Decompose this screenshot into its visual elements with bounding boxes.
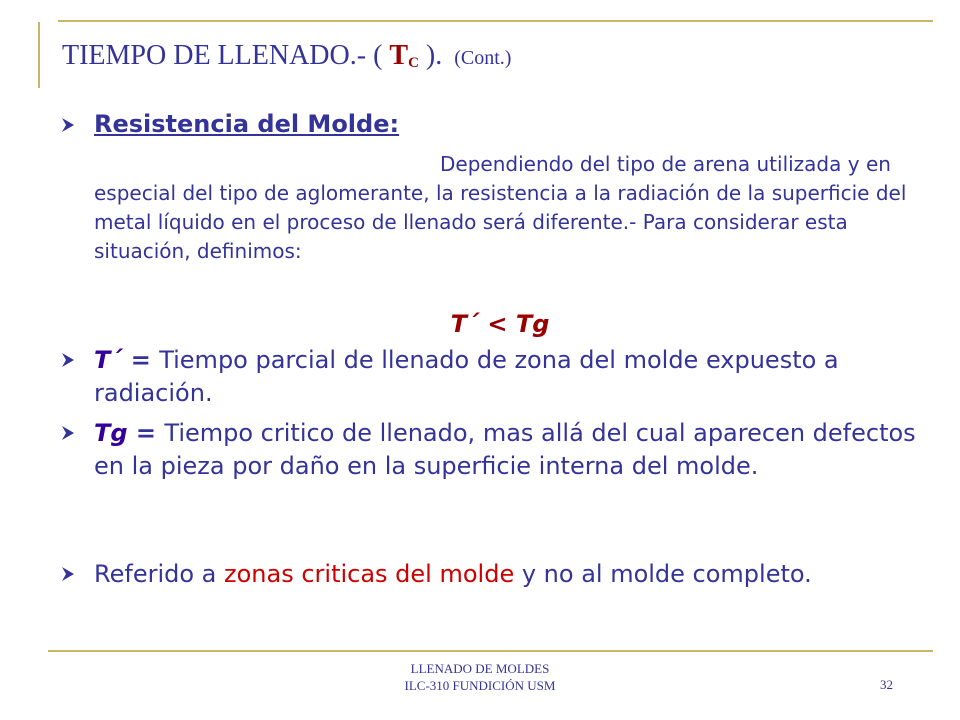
title-symbol: T xyxy=(389,40,409,71)
footer-line2: ILC-310 FUNDICIÓN USM xyxy=(404,678,556,693)
arrowhead-bullet-icon xyxy=(61,352,79,368)
slide-title xyxy=(62,40,511,72)
body-paragraph xyxy=(94,150,924,266)
definition-equals: = xyxy=(122,346,160,374)
bottom-rule xyxy=(48,650,933,652)
definition-item xyxy=(94,344,924,410)
title-cont: (Cont.) xyxy=(454,47,512,69)
top-rule xyxy=(58,20,933,22)
page-number: 32 xyxy=(880,677,893,692)
formula: T´ < Tg xyxy=(450,310,550,338)
arrowhead-bullet-icon xyxy=(61,425,79,441)
definition-item xyxy=(94,417,924,483)
title-close: ). xyxy=(418,40,443,71)
paragraph-text: Dependiendo del tipo de arena utilizada y en especial del tipo de aglomerante, la resistencia a la radiación de la superficie del metal líquido en el proceso de llenado será diferente.- Para considerar esta situación, definimos: xyxy=(94,152,907,263)
summary-after: y no al molde completo. xyxy=(514,560,812,588)
section-heading: Resistencia del Molde: xyxy=(94,110,400,138)
title-subscript: C xyxy=(408,55,419,71)
title-main: TIEMPO DE LLENADO.- ( xyxy=(62,40,390,71)
summary-item xyxy=(94,558,924,591)
definition-term: Tg xyxy=(94,419,128,447)
arrowhead-bullet-icon xyxy=(61,566,79,582)
footer-line1: LLENADO DE MOLDES xyxy=(410,661,550,676)
definition-text: Tiempo critico de llenado, mas allá del cual aparecen defectos en la pieza por daño en la superficie interna del molde. xyxy=(94,419,916,480)
arrowhead-bullet-icon xyxy=(61,117,79,133)
definition-term: T´ xyxy=(94,346,123,374)
summary-highlight: zonas criticas del molde xyxy=(224,560,515,588)
definition-equals: = xyxy=(127,419,165,447)
left-rule xyxy=(38,22,40,88)
summary-before: Referido a xyxy=(94,560,224,588)
footer xyxy=(0,660,960,694)
definition-text: Tiempo parcial de llenado de zona del molde expuesto a radiación. xyxy=(94,346,839,407)
